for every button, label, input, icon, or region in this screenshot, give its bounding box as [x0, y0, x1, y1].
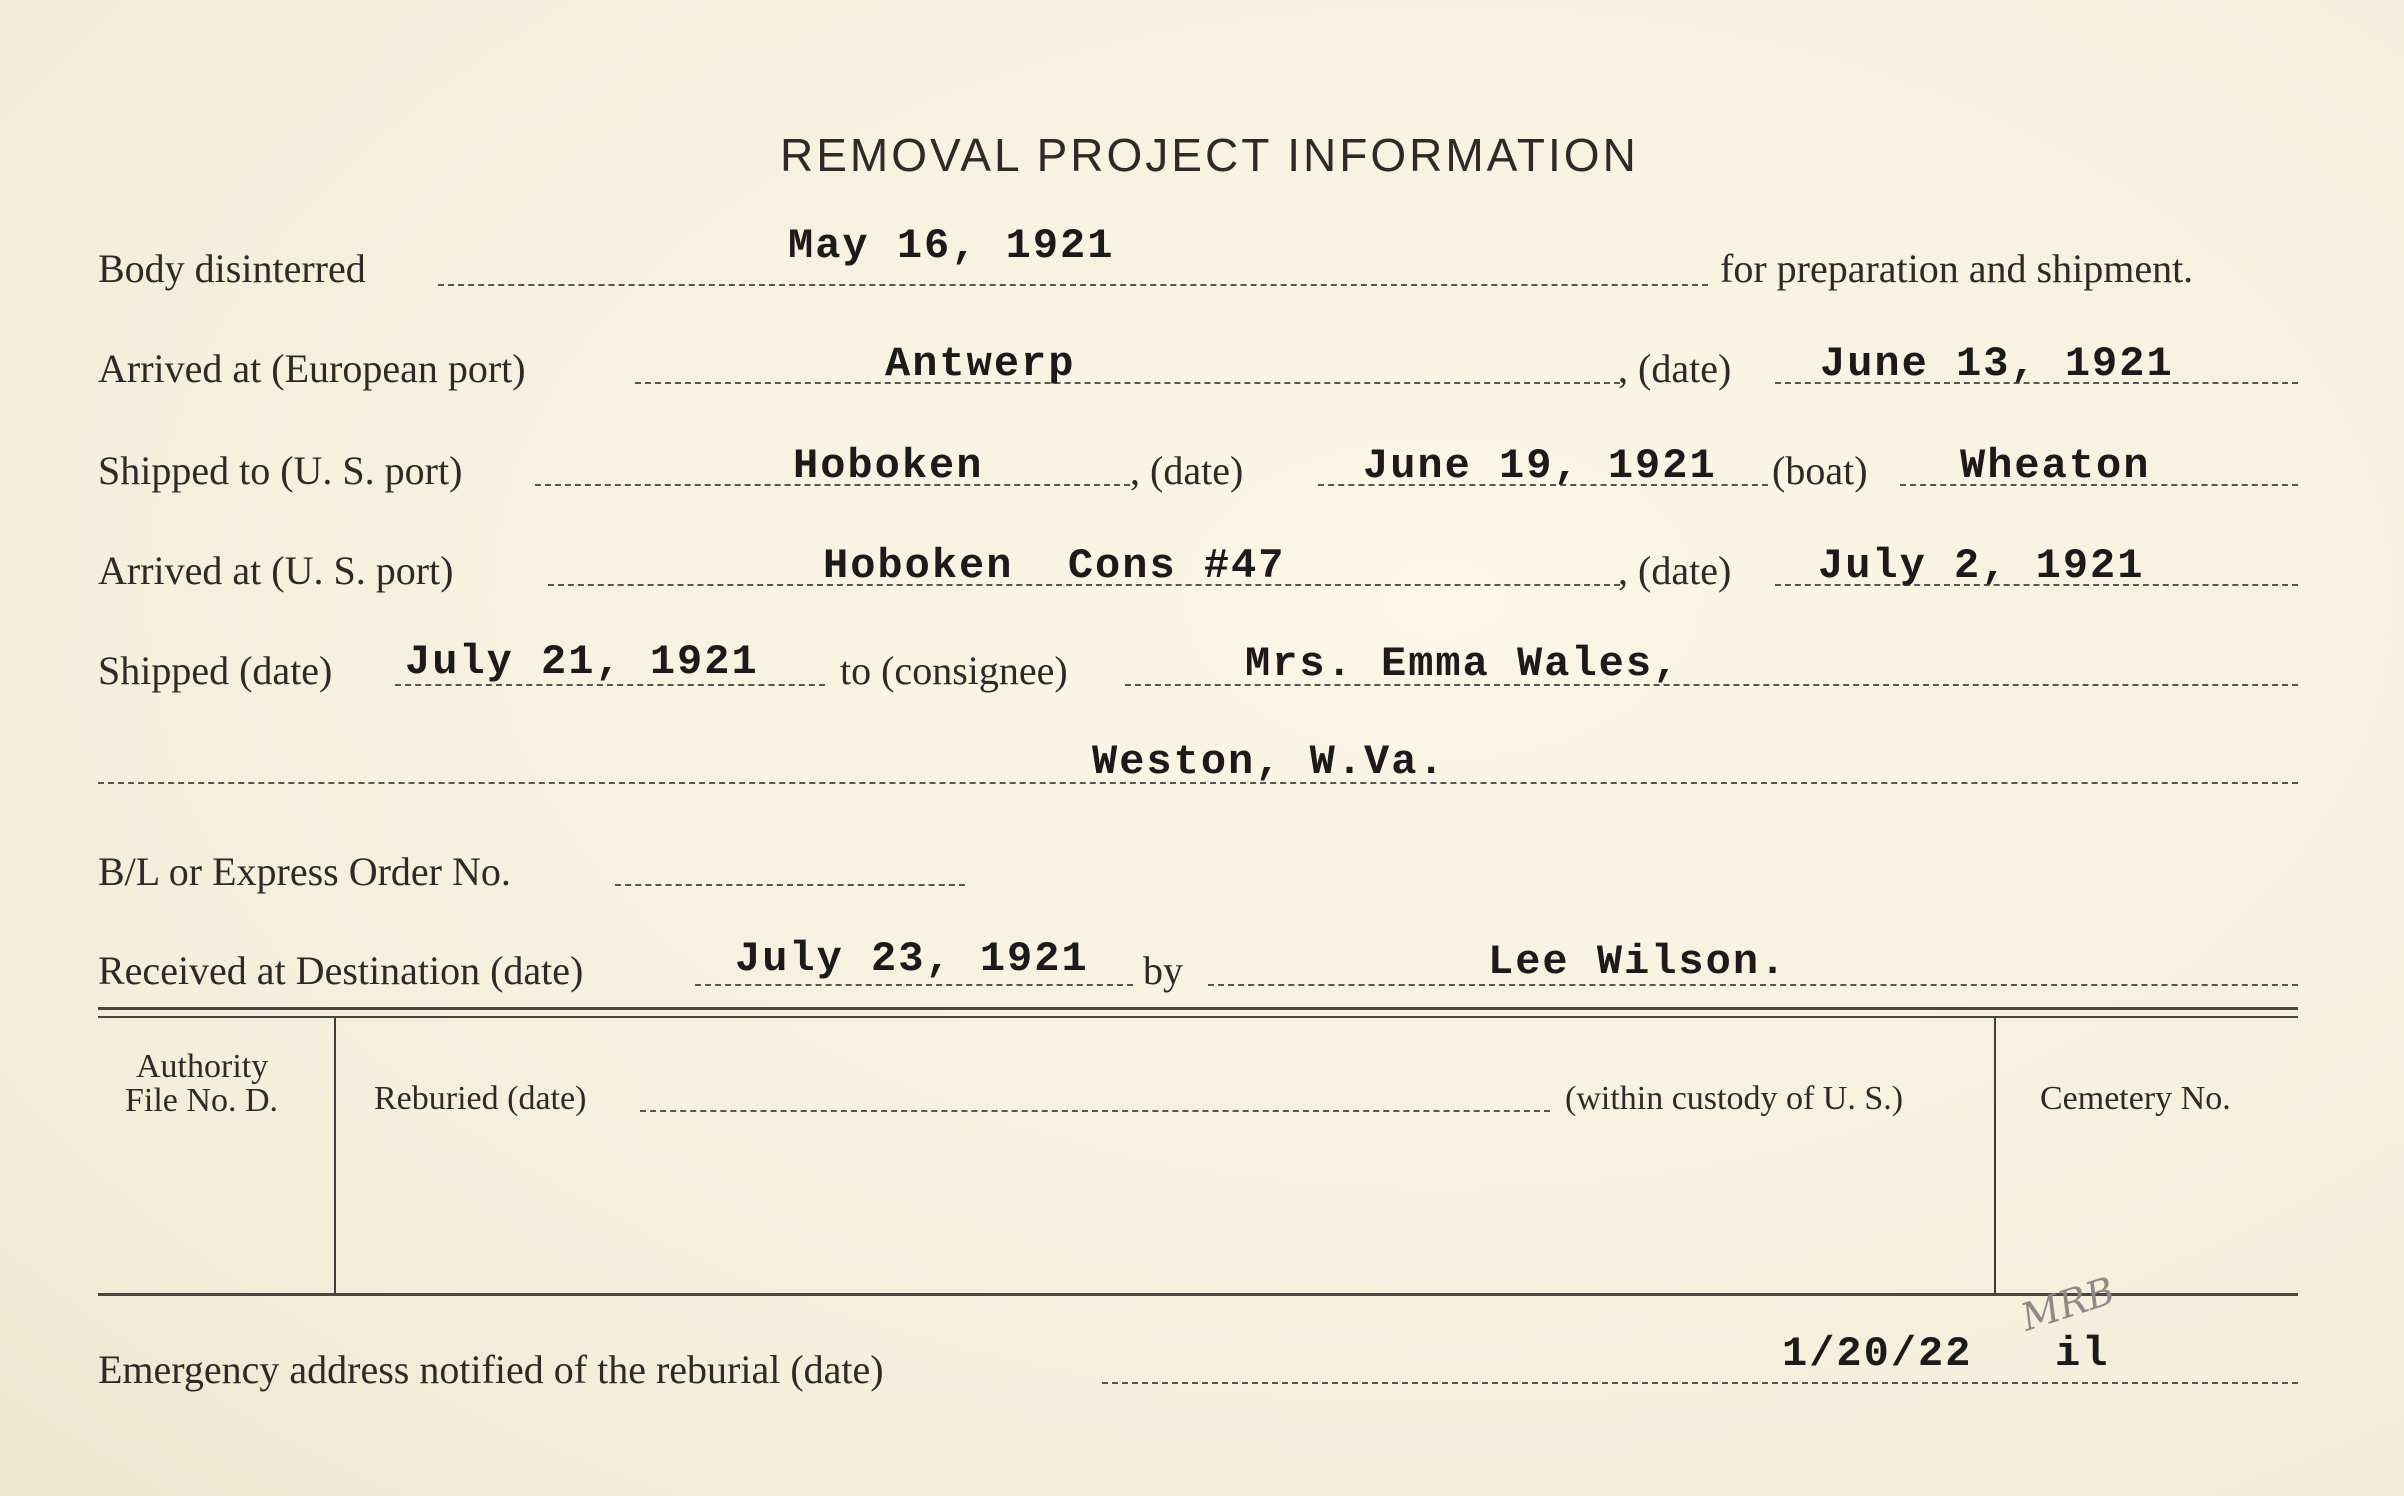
label-authority: Authority: [136, 1048, 269, 1085]
label-date-arrived-us: , (date): [1618, 548, 1732, 593]
value-boat: Wheaton: [1960, 442, 2151, 490]
label-body-disinterred: Body disinterred: [98, 246, 366, 291]
line-received-date: [695, 984, 1133, 986]
label-preparation: for preparation and shipment.: [1720, 246, 2194, 291]
label-shipped-date: Shipped (date): [98, 648, 333, 693]
value-received-by: Lee Wilson.: [1488, 938, 1788, 986]
value-date-arrived-us: July 2, 1921: [1818, 542, 2145, 590]
value-consignee-address: Weston, W.Va.: [1092, 738, 1446, 786]
label-boat: (boat): [1772, 448, 1868, 493]
label-date-european: , (date): [1618, 346, 1732, 391]
box-top-rule-1: [98, 1007, 2298, 1010]
line-emergency-date: [1102, 1382, 2298, 1384]
value-disinterred-date: May 16, 1921: [788, 222, 1115, 270]
label-received-destination: Received at Destination (date): [98, 948, 584, 993]
value-received-date: July 23, 1921: [735, 935, 1089, 983]
value-date-european: June 13, 1921: [1820, 340, 2174, 388]
value-shipped-date: July 21, 1921: [405, 638, 759, 686]
label-received-by: by: [1143, 948, 1183, 993]
box-divider-right: [1994, 1018, 1996, 1293]
value-european-port: Antwerp: [885, 340, 1076, 388]
label-consignee: to (consignee): [840, 648, 1068, 693]
line-disinterred: [438, 284, 1708, 286]
label-date-shipped-us: , (date): [1130, 448, 1244, 493]
line-european-port: [635, 382, 1620, 384]
label-arrived-us-port: Arrived at (U. S. port): [98, 548, 454, 593]
value-emergency-date: 1/20/22: [1782, 1330, 1973, 1378]
form-title: REMOVAL PROJECT INFORMATION: [780, 129, 1639, 181]
value-shipped-us-port: Hoboken: [793, 442, 984, 490]
line-bl-express-order: [615, 884, 965, 886]
label-bl-express-order: B/L or Express Order No.: [98, 849, 511, 894]
box-bottom-rule: [98, 1293, 2298, 1296]
value-arrived-us-port: Hoboken Cons #47: [823, 542, 1286, 590]
label-file-no: File No. D.: [125, 1082, 278, 1119]
value-emergency-initials: il: [2055, 1330, 2110, 1378]
line-reburied-date: [640, 1110, 1550, 1112]
label-cemetery-no: Cemetery No.: [2040, 1080, 2231, 1117]
value-consignee: Mrs. Emma Wales,: [1245, 640, 1681, 688]
box-divider-left: [334, 1018, 336, 1293]
label-shipped-us-port: Shipped to (U. S. port): [98, 448, 463, 493]
label-arrived-european-port: Arrived at (European port): [98, 346, 526, 391]
box-top-rule-2: [98, 1016, 2298, 1018]
label-emergency-address: Emergency address notified of the reburial (date): [98, 1347, 884, 1392]
label-within-custody: (within custody of U. S.): [1565, 1080, 1904, 1117]
handwritten-initials: MRB: [2015, 1268, 2120, 1340]
value-date-shipped-us: June 19, 1921: [1363, 442, 1717, 490]
label-reburied-date: Reburied (date): [374, 1080, 587, 1117]
